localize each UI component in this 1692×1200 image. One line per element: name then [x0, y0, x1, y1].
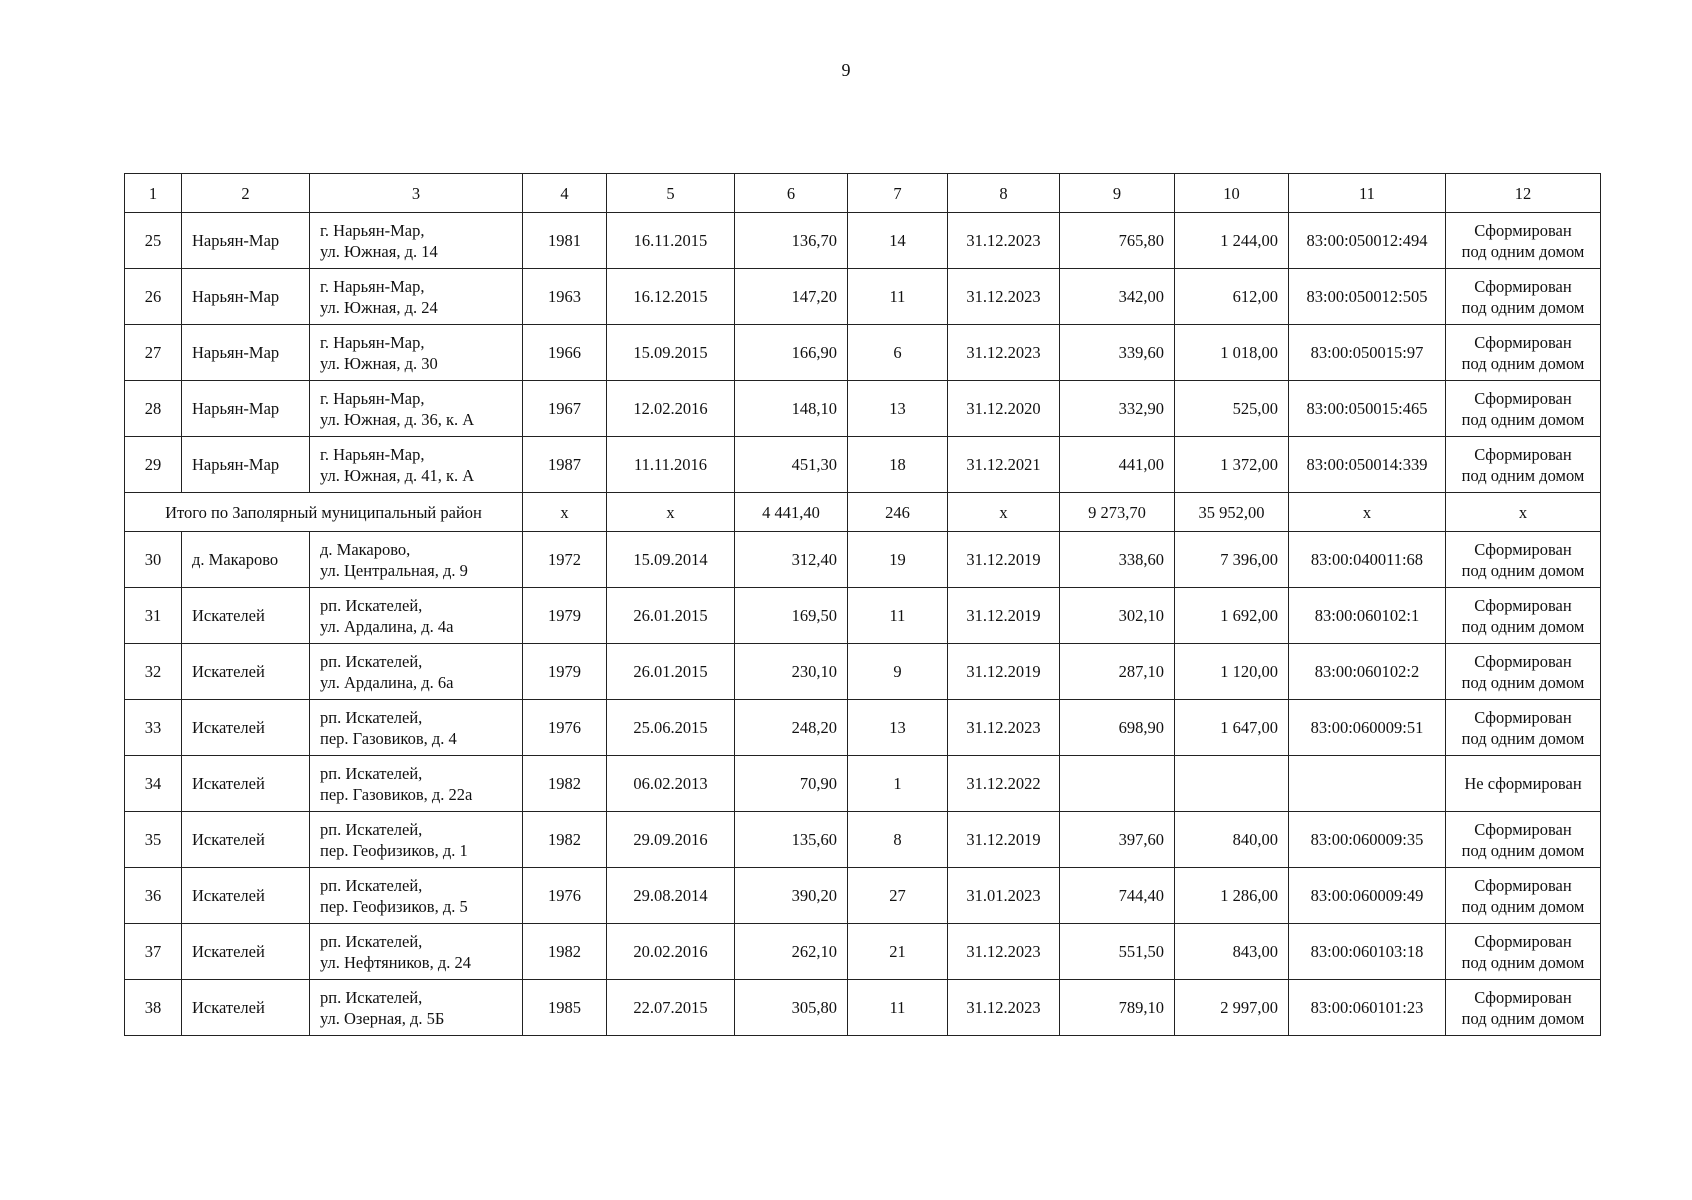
address: [310, 532, 523, 588]
recognition-date: 15.09.2014: [607, 532, 735, 588]
status-line-2: под одним домом: [1461, 728, 1585, 748]
status-line-1: Не сформирован: [1464, 774, 1582, 793]
resettlement-deadline: 31.12.2022: [948, 756, 1060, 812]
plot-status: [1446, 868, 1601, 924]
build-year: 1972: [523, 532, 607, 588]
status-line-2: под одним домом: [1461, 409, 1585, 429]
recognition-date: 12.02.2016: [607, 381, 735, 437]
address-line-1: рп. Искателей,: [320, 595, 423, 615]
table-row: [125, 213, 1601, 269]
status-line-1: Сформирован: [1474, 707, 1572, 727]
status-line-2: под одним домом: [1461, 896, 1585, 916]
address-line-1: д. Макарово,: [320, 539, 411, 559]
recognition-date: 26.01.2015: [607, 644, 735, 700]
build-year: 1966: [523, 325, 607, 381]
housing-table: [124, 173, 1601, 1036]
table-body: [125, 174, 1601, 1036]
area: 147,20: [735, 269, 848, 325]
land-area: 765,80: [1060, 213, 1175, 269]
plot-status: [1446, 980, 1601, 1036]
status-line-2: под одним домом: [1461, 560, 1585, 580]
recognition-date: 06.02.2013: [607, 756, 735, 812]
row-number: 32: [125, 644, 182, 700]
address-line-1: рп. Искателей,: [320, 651, 423, 671]
address: [310, 269, 523, 325]
settlement: Нарьян-Мар: [182, 269, 310, 325]
address-line-2: ул. Южная, д. 30: [320, 353, 438, 373]
settlement: д. Макарово: [182, 532, 310, 588]
plot-area: 7 396,00: [1175, 532, 1289, 588]
resettlement-deadline: 31.12.2019: [948, 532, 1060, 588]
plot-area: 1 647,00: [1175, 700, 1289, 756]
table-row: [125, 437, 1601, 493]
table-row: [125, 924, 1601, 980]
cadastral-number: 83:00:060009:51: [1289, 700, 1446, 756]
build-year: 1976: [523, 700, 607, 756]
residents-count: 14: [848, 213, 948, 269]
total-cell: х: [1289, 493, 1446, 532]
column-number-header: 9: [1060, 174, 1175, 213]
resettlement-deadline: 31.12.2019: [948, 812, 1060, 868]
plot-area: 612,00: [1175, 269, 1289, 325]
status-line-1: Сформирован: [1474, 651, 1572, 671]
cadastral-number: 83:00:050015:97: [1289, 325, 1446, 381]
residents-count: 11: [848, 980, 948, 1036]
plot-status: [1446, 644, 1601, 700]
settlement: Нарьян-Мар: [182, 437, 310, 493]
residents-count: 18: [848, 437, 948, 493]
plot-status: [1446, 812, 1601, 868]
settlement: Искателей: [182, 868, 310, 924]
address-line-2: ул. Южная, д. 36, к. А: [320, 409, 475, 429]
address-line-2: пер. Геофизиков, д. 5: [320, 896, 468, 916]
row-number: 30: [125, 532, 182, 588]
build-year: 1982: [523, 756, 607, 812]
settlement: Искателей: [182, 980, 310, 1036]
resettlement-deadline: 31.12.2023: [948, 980, 1060, 1036]
address-line-1: рп. Искателей,: [320, 931, 423, 951]
status-line-2: под одним домом: [1461, 616, 1585, 636]
resettlement-deadline: 31.12.2023: [948, 213, 1060, 269]
row-number: 31: [125, 588, 182, 644]
cadastral-number: 83:00:050012:505: [1289, 269, 1446, 325]
column-number-header: 12: [1446, 174, 1601, 213]
address-line-1: г. Нарьян-Мар,: [320, 388, 425, 408]
address-line-1: рп. Искателей,: [320, 875, 423, 895]
address: [310, 868, 523, 924]
residents-count: 9: [848, 644, 948, 700]
recognition-date: 16.11.2015: [607, 213, 735, 269]
status-line-1: Сформирован: [1474, 444, 1572, 464]
area: 230,10: [735, 644, 848, 700]
build-year: 1987: [523, 437, 607, 493]
address-line-2: ул. Южная, д. 24: [320, 297, 438, 317]
status-line-1: Сформирован: [1474, 875, 1572, 895]
land-area: 339,60: [1060, 325, 1175, 381]
column-number-header: 10: [1175, 174, 1289, 213]
page-number: 9: [841, 60, 851, 80]
total-cell: 4 441,40: [735, 493, 848, 532]
build-year: 1967: [523, 381, 607, 437]
area: 262,10: [735, 924, 848, 980]
area: 305,80: [735, 980, 848, 1036]
table-row: [125, 532, 1601, 588]
status-line-1: Сформирован: [1474, 276, 1572, 296]
row-number: 38: [125, 980, 182, 1036]
column-number-header: 3: [310, 174, 523, 213]
total-cell: х: [607, 493, 735, 532]
address-line-2: ул. Центральная, д. 9: [320, 560, 468, 580]
plot-area: 1 120,00: [1175, 644, 1289, 700]
residents-count: 11: [848, 588, 948, 644]
table-row: [125, 980, 1601, 1036]
address: [310, 812, 523, 868]
address-line-1: рп. Искателей,: [320, 987, 423, 1007]
address: [310, 644, 523, 700]
land-area: 698,90: [1060, 700, 1175, 756]
cadastral-number: 83:00:060102:2: [1289, 644, 1446, 700]
address-line-2: пер. Газовиков, д. 22а: [320, 784, 473, 804]
table-row: [125, 700, 1601, 756]
address: [310, 381, 523, 437]
address-line-1: г. Нарьян-Мар,: [320, 332, 425, 352]
settlement: Нарьян-Мар: [182, 213, 310, 269]
build-year: 1976: [523, 868, 607, 924]
address: [310, 924, 523, 980]
address: [310, 325, 523, 381]
build-year: 1979: [523, 644, 607, 700]
table-row: [125, 269, 1601, 325]
status-line-2: под одним домом: [1461, 672, 1585, 692]
row-number: 27: [125, 325, 182, 381]
column-number-header: 7: [848, 174, 948, 213]
table-row: [125, 812, 1601, 868]
recognition-date: 20.02.2016: [607, 924, 735, 980]
plot-area: 1 018,00: [1175, 325, 1289, 381]
address-line-1: г. Нарьян-Мар,: [320, 276, 425, 296]
settlement: Нарьян-Мар: [182, 381, 310, 437]
cadastral-number: [1289, 756, 1446, 812]
residents-count: 13: [848, 381, 948, 437]
column-number-header: 11: [1289, 174, 1446, 213]
build-year: 1982: [523, 924, 607, 980]
row-number: 26: [125, 269, 182, 325]
settlement: Искателей: [182, 700, 310, 756]
row-number: 36: [125, 868, 182, 924]
plot-area: 843,00: [1175, 924, 1289, 980]
total-row: [125, 493, 1601, 532]
row-number: 33: [125, 700, 182, 756]
table-row: [125, 588, 1601, 644]
address-line-2: ул. Нефтяников, д. 24: [320, 952, 471, 972]
plot-area: 840,00: [1175, 812, 1289, 868]
address-line-2: пер. Геофизиков, д. 1: [320, 840, 468, 860]
resettlement-deadline: 31.12.2023: [948, 924, 1060, 980]
resettlement-deadline: 31.12.2019: [948, 588, 1060, 644]
settlement: Искателей: [182, 812, 310, 868]
residents-count: 27: [848, 868, 948, 924]
address-line-1: г. Нарьян-Мар,: [320, 444, 425, 464]
plot-area: 1 286,00: [1175, 868, 1289, 924]
land-area: 332,90: [1060, 381, 1175, 437]
address-line-2: пер. Газовиков, д. 4: [320, 728, 457, 748]
land-area: 397,60: [1060, 812, 1175, 868]
cadastral-number: 83:00:050015:465: [1289, 381, 1446, 437]
area: 390,20: [735, 868, 848, 924]
row-number: 25: [125, 213, 182, 269]
plot-status: [1446, 588, 1601, 644]
residents-count: 19: [848, 532, 948, 588]
cadastral-number: 83:00:060101:23: [1289, 980, 1446, 1036]
row-number: 29: [125, 437, 182, 493]
recognition-date: 26.01.2015: [607, 588, 735, 644]
area: 451,30: [735, 437, 848, 493]
cadastral-number: 83:00:060009:49: [1289, 868, 1446, 924]
recognition-date: 15.09.2015: [607, 325, 735, 381]
plot-area: 1 244,00: [1175, 213, 1289, 269]
status-line-1: Сформирован: [1474, 388, 1572, 408]
build-year: 1981: [523, 213, 607, 269]
row-number: 28: [125, 381, 182, 437]
resettlement-deadline: 31.12.2020: [948, 381, 1060, 437]
recognition-date: 22.07.2015: [607, 980, 735, 1036]
status-line-2: под одним домом: [1461, 241, 1585, 261]
status-line-1: Сформирован: [1474, 931, 1572, 951]
land-area: 551,50: [1060, 924, 1175, 980]
column-number-header: 1: [125, 174, 182, 213]
settlement: Искателей: [182, 644, 310, 700]
address: [310, 437, 523, 493]
plot-status: [1446, 756, 1601, 812]
status-line-2: под одним домом: [1461, 952, 1585, 972]
resettlement-deadline: 31.12.2023: [948, 269, 1060, 325]
plot-area: 1 692,00: [1175, 588, 1289, 644]
resettlement-deadline: 31.12.2023: [948, 700, 1060, 756]
status-line-1: Сформирован: [1474, 595, 1572, 615]
status-line-2: под одним домом: [1461, 297, 1585, 317]
address-line-1: рп. Искателей,: [320, 819, 423, 839]
area: 136,70: [735, 213, 848, 269]
address-line-2: ул. Ардалина, д. 6а: [320, 672, 454, 692]
table-row: [125, 644, 1601, 700]
area: 248,20: [735, 700, 848, 756]
table-row: [125, 756, 1601, 812]
plot-status: [1446, 381, 1601, 437]
plot-area: 1 372,00: [1175, 437, 1289, 493]
address-line-2: ул. Южная, д. 41, к. А: [320, 465, 475, 485]
resettlement-deadline: 31.12.2021: [948, 437, 1060, 493]
land-area: 287,10: [1060, 644, 1175, 700]
total-cell: х: [1446, 493, 1601, 532]
column-number-header: 5: [607, 174, 735, 213]
land-area: [1060, 756, 1175, 812]
table-row: [125, 868, 1601, 924]
header-row: [125, 174, 1601, 213]
status-line-1: Сформирован: [1474, 539, 1572, 559]
build-year: 1982: [523, 812, 607, 868]
area: 135,60: [735, 812, 848, 868]
area: 169,50: [735, 588, 848, 644]
status-line-2: под одним домом: [1461, 465, 1585, 485]
address-line-2: ул. Ардалина, д. 4а: [320, 616, 454, 636]
build-year: 1985: [523, 980, 607, 1036]
cadastral-number: 83:00:050014:339: [1289, 437, 1446, 493]
address: [310, 756, 523, 812]
residents-count: 8: [848, 812, 948, 868]
address-line-1: рп. Искателей,: [320, 763, 423, 783]
table-row: [125, 325, 1601, 381]
address: [310, 588, 523, 644]
land-area: 342,00: [1060, 269, 1175, 325]
area: 312,40: [735, 532, 848, 588]
row-number: 37: [125, 924, 182, 980]
land-area: 302,10: [1060, 588, 1175, 644]
column-number-header: 4: [523, 174, 607, 213]
total-cell: х: [948, 493, 1060, 532]
cadastral-number: 83:00:050012:494: [1289, 213, 1446, 269]
status-line-2: под одним домом: [1461, 353, 1585, 373]
total-cell: 9 273,70: [1060, 493, 1175, 532]
settlement: Искателей: [182, 924, 310, 980]
resettlement-deadline: 31.12.2019: [948, 644, 1060, 700]
plot-area: 2 997,00: [1175, 980, 1289, 1036]
recognition-date: 29.08.2014: [607, 868, 735, 924]
address: [310, 213, 523, 269]
address: [310, 980, 523, 1036]
cadastral-number: 83:00:040011:68: [1289, 532, 1446, 588]
status-line-2: под одним домом: [1461, 1008, 1585, 1028]
land-area: 441,00: [1060, 437, 1175, 493]
land-area: 744,40: [1060, 868, 1175, 924]
row-number: 34: [125, 756, 182, 812]
resettlement-deadline: 31.12.2023: [948, 325, 1060, 381]
total-cell: х: [523, 493, 607, 532]
plot-status: [1446, 437, 1601, 493]
total-label: Итого по Заполярный муниципальный район: [125, 493, 523, 532]
residents-count: 21: [848, 924, 948, 980]
address-line-1: г. Нарьян-Мар,: [320, 220, 425, 240]
recognition-date: 29.09.2016: [607, 812, 735, 868]
cadastral-number: 83:00:060009:35: [1289, 812, 1446, 868]
address: [310, 700, 523, 756]
build-year: 1979: [523, 588, 607, 644]
recognition-date: 11.11.2016: [607, 437, 735, 493]
residents-count: 1: [848, 756, 948, 812]
status-line-1: Сформирован: [1474, 819, 1572, 839]
plot-status: [1446, 700, 1601, 756]
area: 70,90: [735, 756, 848, 812]
plot-area: [1175, 756, 1289, 812]
status-line-2: под одним домом: [1461, 840, 1585, 860]
status-line-1: Сформирован: [1474, 332, 1572, 352]
column-number-header: 8: [948, 174, 1060, 213]
area: 148,10: [735, 381, 848, 437]
status-line-1: Сформирован: [1474, 220, 1572, 240]
recognition-date: 25.06.2015: [607, 700, 735, 756]
land-area: 338,60: [1060, 532, 1175, 588]
build-year: 1963: [523, 269, 607, 325]
address-line-2: ул. Южная, д. 14: [320, 241, 438, 261]
plot-status: [1446, 532, 1601, 588]
recognition-date: 16.12.2015: [607, 269, 735, 325]
residents-count: 13: [848, 700, 948, 756]
area: 166,90: [735, 325, 848, 381]
plot-status: [1446, 325, 1601, 381]
plot-area: 525,00: [1175, 381, 1289, 437]
land-area: 789,10: [1060, 980, 1175, 1036]
column-number-header: 6: [735, 174, 848, 213]
cadastral-number: 83:00:060102:1: [1289, 588, 1446, 644]
address-line-2: ул. Озерная, д. 5Б: [320, 1008, 445, 1028]
table-row: [125, 381, 1601, 437]
cadastral-number: 83:00:060103:18: [1289, 924, 1446, 980]
residents-count: 11: [848, 269, 948, 325]
total-cell: 246: [848, 493, 948, 532]
plot-status: [1446, 269, 1601, 325]
settlement: Искателей: [182, 756, 310, 812]
residents-count: 6: [848, 325, 948, 381]
settlement: Нарьян-Мар: [182, 325, 310, 381]
settlement: Искателей: [182, 588, 310, 644]
status-line-1: Сформирован: [1474, 987, 1572, 1007]
resettlement-deadline: 31.01.2023: [948, 868, 1060, 924]
address-line-1: рп. Искателей,: [320, 707, 423, 727]
total-cell: 35 952,00: [1175, 493, 1289, 532]
row-number: 35: [125, 812, 182, 868]
plot-status: [1446, 924, 1601, 980]
column-number-header: 2: [182, 174, 310, 213]
plot-status: [1446, 213, 1601, 269]
